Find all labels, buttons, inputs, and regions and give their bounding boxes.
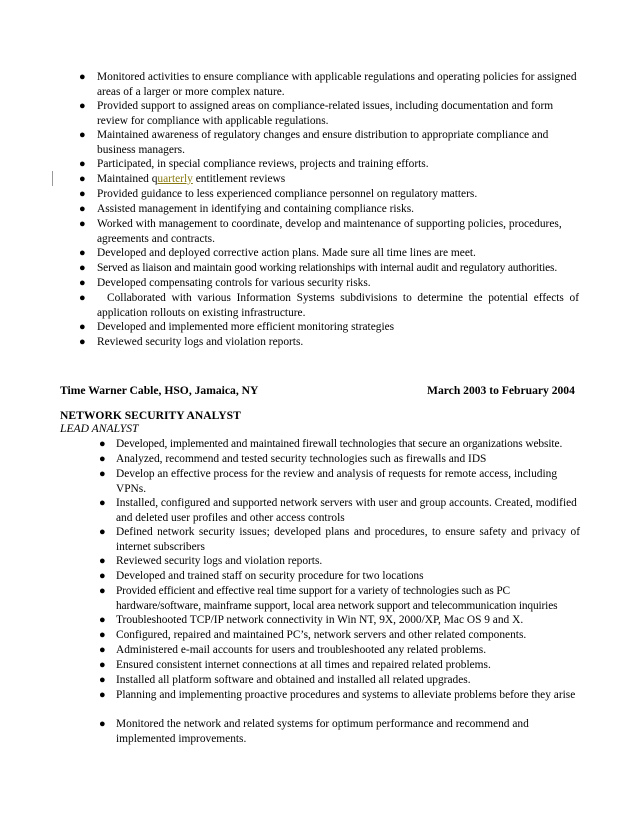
list-item: ● Monitored activities to ensure compliance with applicable regulations and operating policies for assigned areas of a larger or more complex nature. xyxy=(79,71,577,98)
bullet-icon: ● xyxy=(99,689,106,701)
bullet-icon: ● xyxy=(99,453,106,465)
quarterly-link[interactable]: uarterly xyxy=(157,173,193,185)
bullet-icon: ● xyxy=(99,585,106,597)
list-item: ● Defined network security issues; developed plans and procedures, to ensure safety and privacy of internet subscribers xyxy=(99,526,580,553)
bullet-icon: ● xyxy=(79,336,86,348)
list-item: ● Participated, in special compliance reviews, projects and training efforts. xyxy=(79,158,429,170)
list-item: ● Provided efficient and effective real time support for a variety of technologies such as PC hardware/software, mainframe support, local area network support and telecommunication inquiries xyxy=(99,585,558,612)
list-item: ● Configured, repaired and maintained PC’s, network servers and other related components. xyxy=(99,629,527,641)
list-item: ● Maintained quarterly entitlement reviews xyxy=(79,173,286,185)
list-item: ● Worked with management to coordinate, develop and maintenance of supporting policies, procedures, agreements and contracts. xyxy=(79,218,562,245)
bullet-icon: ● xyxy=(99,438,106,450)
job-subtitle: LEAD ANALYST xyxy=(60,422,139,435)
compliance-duties-list xyxy=(79,70,579,350)
bullet-icon: ● xyxy=(79,277,86,289)
list-item: ● Developed compensating controls for various security risks. xyxy=(79,277,371,289)
list-item: ● Planning and implementing proactive procedures and systems to alleviate problems before they arise xyxy=(99,689,576,701)
list-item: ● Developed and trained staff on security procedure for two locations xyxy=(99,570,424,582)
bullet-icon: ● xyxy=(79,247,86,259)
bullet-icon: ● xyxy=(79,218,86,230)
list-item: ● Troubleshooted TCP/IP network connectivity in Win NT, 9X, 2000/XP, Mac OS 9 and X. xyxy=(99,614,524,626)
bullet-icon: ● xyxy=(99,526,106,538)
bullet-icon: ● xyxy=(99,614,106,626)
bullet-icon: ● xyxy=(99,629,106,641)
bullet-icon: ● xyxy=(79,129,86,141)
list-item: ● Administered e-mail accounts for users and troubleshooted any related problems. xyxy=(99,644,487,656)
bullet-icon: ● xyxy=(99,468,106,480)
bullet-icon: ● xyxy=(79,292,86,304)
list-item: ● Reviewed security logs and violation reports. xyxy=(79,336,304,348)
list-item: ● Monitored the network and related systems for optimum performance and recommend and implemented improvements. xyxy=(99,718,529,745)
job-dates: March 2003 to February 2004 xyxy=(427,384,575,397)
bullet-icon: ● xyxy=(79,71,86,83)
list-item: ● Assisted management in identifying and containing compliance risks. xyxy=(79,203,414,215)
list-item: ● Installed, configured and supported network servers with user and group accounts. Created, modified and deleted user profiles and other access controls xyxy=(99,497,577,524)
list-item: ● Analyzed, recommend and tested security technologies such as firewalls and IDS xyxy=(99,453,487,465)
list-item: ● Installed all platform software and obtained and installed all related upgrades. xyxy=(99,674,471,686)
list-item: ● Develop an effective process for the review and analysis of requests for remote access, including VPNs. xyxy=(99,468,558,495)
list-item: ● Collaborated with various Information Systems subdivisions to determine the potential effects of application rollouts on existing infrastructure. xyxy=(79,292,579,319)
bullet-icon: ● xyxy=(99,674,106,686)
bullet-icon: ● xyxy=(79,321,86,333)
list-item: ● Ensured consistent internet connections at all times and repaired related problems. xyxy=(99,659,491,671)
bullet-icon: ● xyxy=(99,497,106,509)
list-item: ● Served as liaison and maintain good working relationships with internal audit and regulatory authorities. xyxy=(79,262,558,274)
bullet-icon: ● xyxy=(99,570,106,582)
text-cursor-bar xyxy=(52,171,53,186)
list-item: ● Developed and implemented more efficient monitoring strategies xyxy=(79,321,395,333)
list-item: ● Provided support to assigned areas on compliance-related issues, including documentation and form review for compliance with applicable regulations. xyxy=(79,100,554,127)
list-item: ● Developed, implemented and maintained firewall technologies that secure an organizations website. xyxy=(99,438,563,450)
job-title: NETWORK SECURITY ANALYST xyxy=(60,409,241,422)
list-item: ● Maintained awareness of regulatory changes and ensure distribution to appropriate compliance and business managers. xyxy=(79,129,549,156)
bullet-icon: ● xyxy=(79,173,86,185)
bullet-icon: ● xyxy=(79,203,86,215)
list-item: ● Provided guidance to less experienced compliance personnel on regulatory matters. xyxy=(79,188,478,200)
bullet-icon: ● xyxy=(99,718,106,730)
bullet-icon: ● xyxy=(99,659,106,671)
bullet-icon: ● xyxy=(99,644,106,656)
bullet-icon: ● xyxy=(79,158,86,170)
bullet-icon: ● xyxy=(79,262,86,274)
bullet-icon: ● xyxy=(99,555,106,567)
bullet-icon: ● xyxy=(79,188,86,200)
list-item: ● Developed and deployed corrective action plans. Made sure all time lines are meet. xyxy=(79,247,476,259)
network-security-duties-list xyxy=(99,437,580,746)
bullet-icon: ● xyxy=(79,100,86,112)
list-item: ● Reviewed security logs and violation reports. xyxy=(99,555,323,567)
job-company: Time Warner Cable, HSO, Jamaica, NY xyxy=(60,384,259,397)
